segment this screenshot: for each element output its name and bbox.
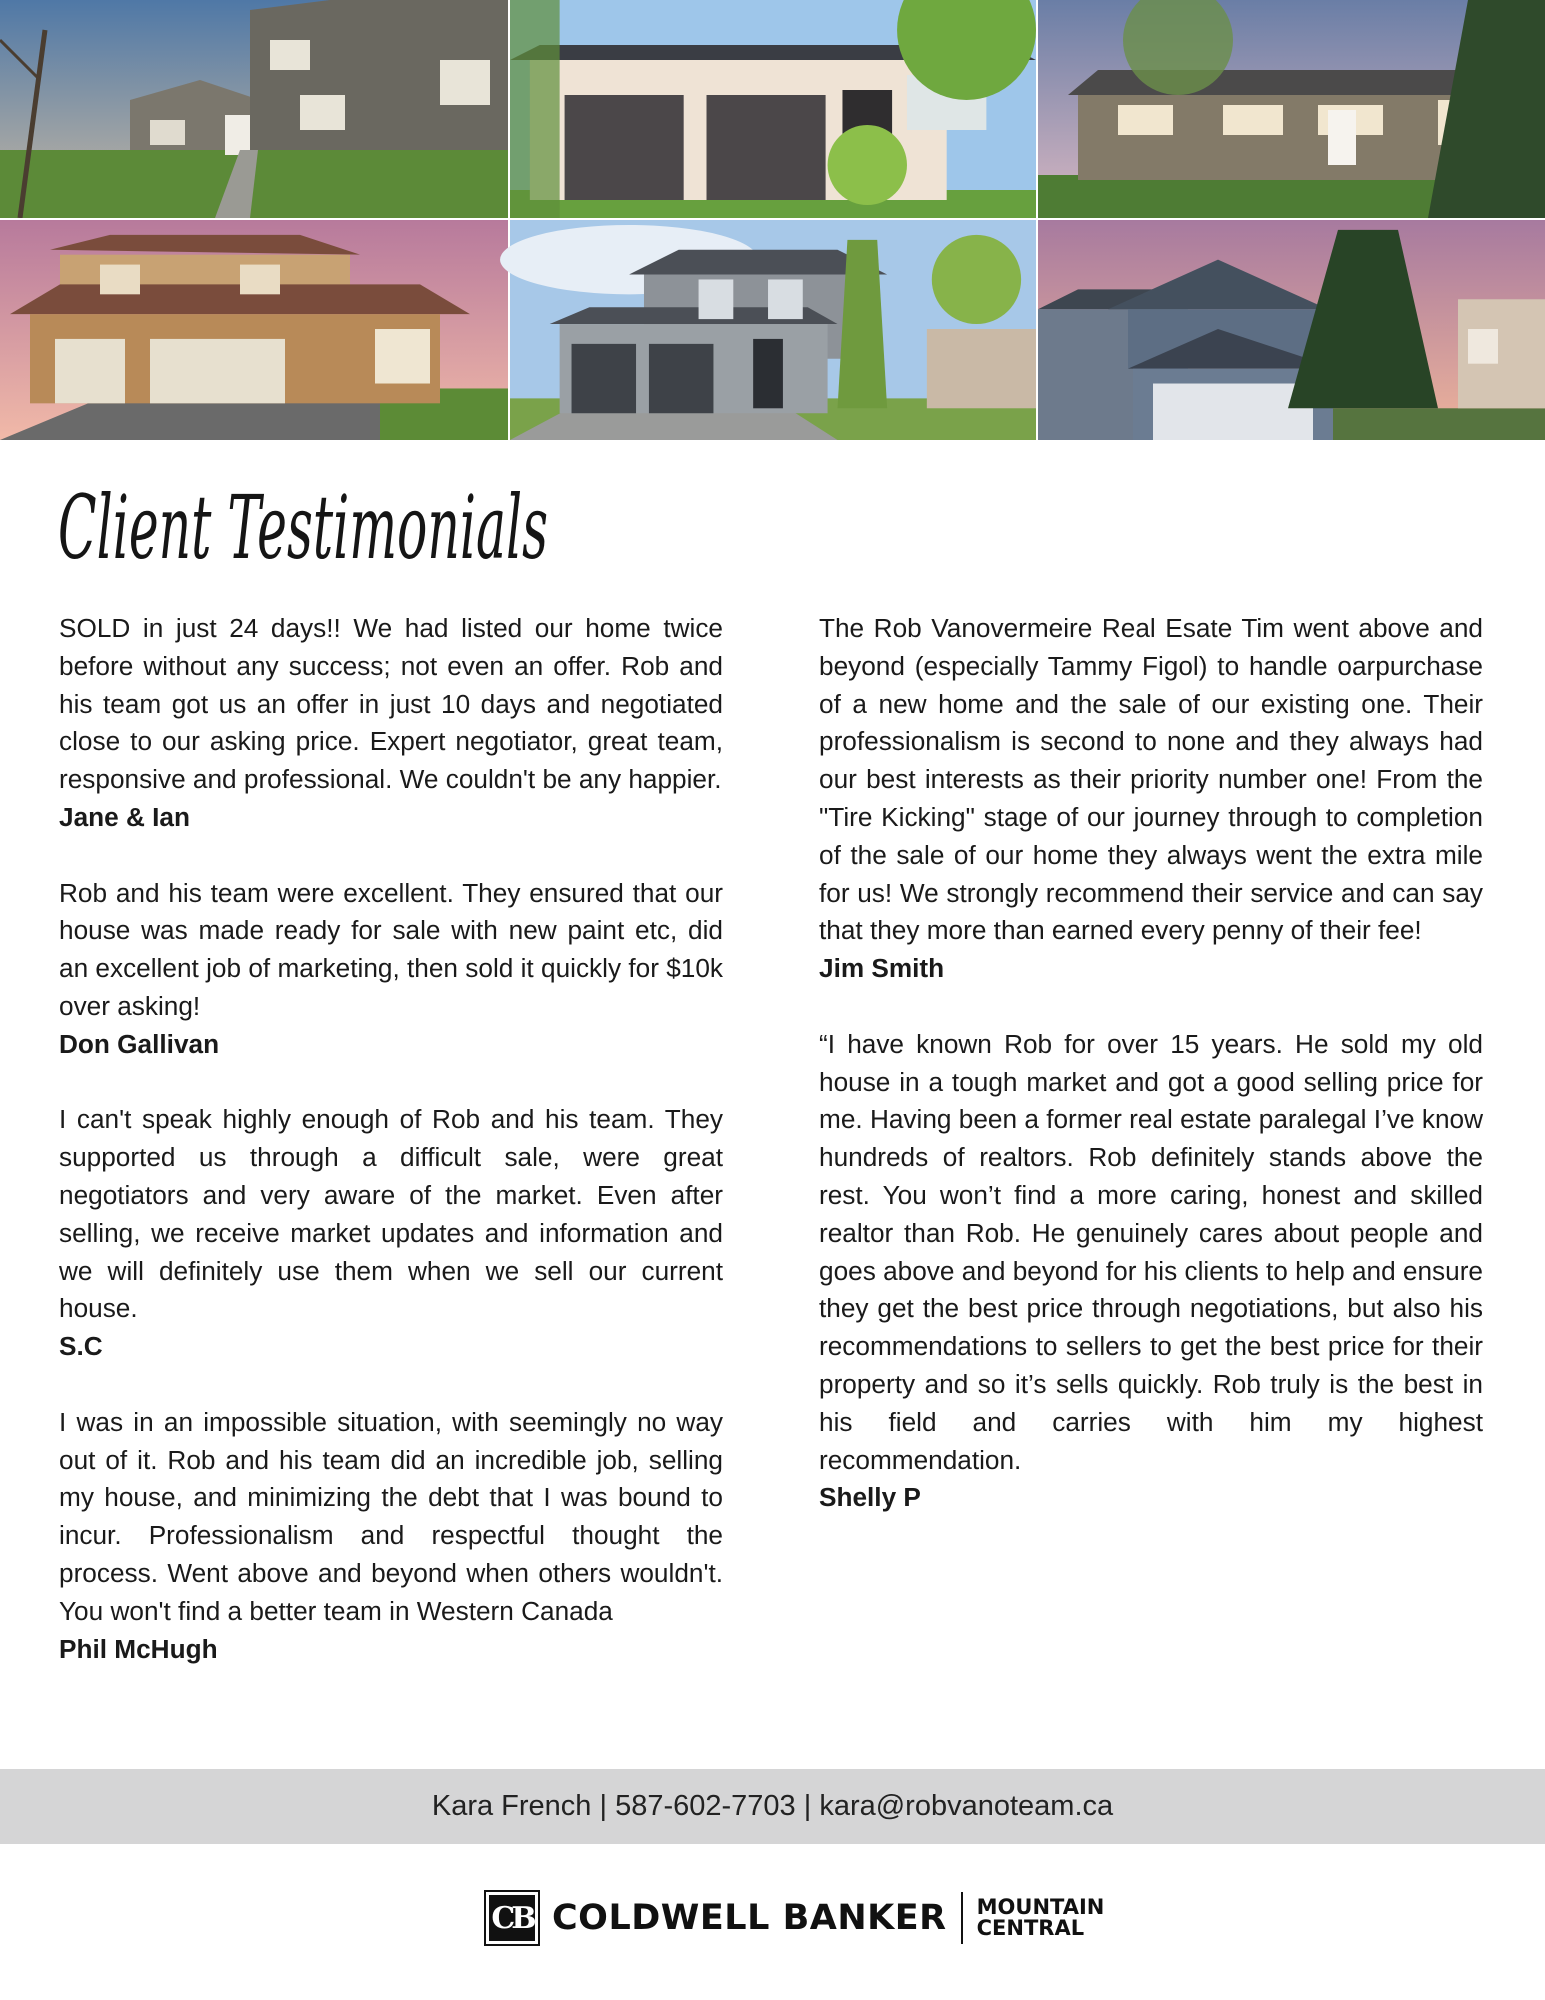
house-photo-6 <box>1038 218 1545 440</box>
house-photo-4 <box>0 218 508 440</box>
testimonial-text: SOLD in just 24 days!! We had listed our home twice before without any success; not even an offer. Rob and his team got us an offer in just 10 days and negotiated close to our asking price. Expert negotiator, great team, responsive and professional. We couldn't be any happier. <box>59 613 723 795</box>
logo-divider <box>961 1892 963 1944</box>
testimonials-right-column <box>819 610 1483 1555</box>
contact-info: Kara French | 587-602-7703 | kara@robvanoteam.ca <box>431 1790 1114 1822</box>
testimonial-author: Jim Smith <box>819 953 945 984</box>
testimonial-text: I was in an impossible situation, with seemingly no way out of it. Rob and his team did an incredible job, selling my house, and minimizing the debt that I was bound to incur. Professionalism and respectful thought the process. Went above and beyond when others wouldn't. You won't find a better team in Western Canada <box>59 1406 723 1626</box>
testimonial-author: Phil McHugh <box>59 1633 218 1664</box>
logo-office-line-2: CENTRAL <box>976 1916 1085 1940</box>
coldwell-banker-logo <box>484 1890 1104 1946</box>
page-title <box>58 448 578 598</box>
contact-bar <box>0 1769 1545 1844</box>
house-photo-3 <box>1038 0 1545 218</box>
house-photo-2 <box>508 0 1038 218</box>
testimonial-text: Rob and his team were excellent. They ensured that our house was made ready for sale with new paint etc, did an excellent job of marketing, then sold it quickly for $10k over asking! <box>59 877 723 1021</box>
testimonial-text: The Rob Vanovermeire Real Esate Tim went above and beyond (especially Tammy Figol) to handle oarpurchase of a new home and the sale of our existing one. Their professionalism is second to none and they always had our best interests as their priority number one! From the "Tire Kicking" stage of our journey through to completion of the sale of our home they always went the extra mile for us! We strongly recommend their service and can say that they more than earned every penny of their fee! <box>819 613 1483 946</box>
testimonial-author: Jane & Ian <box>59 801 190 832</box>
house-photo-1 <box>0 0 508 218</box>
testimonial-author: S.C <box>59 1331 103 1362</box>
house-photo-grid <box>0 0 1545 440</box>
testimonial-author: Shelly P <box>819 1482 921 1513</box>
logo-office-name <box>977 1897 1105 1939</box>
testimonials-left-column <box>59 610 723 1706</box>
house-photo-5 <box>508 218 1038 440</box>
testimonial-text: I can't speak highly enough of Rob and his team. They supported us through a difficult sale, were great negotiators and very aware of the market. Even after selling, we receive market updates and information and we will definitely use them when we sell our current house. <box>59 1104 723 1324</box>
logo-brand-name: COLDWELL BANKER <box>552 1898 947 1938</box>
testimonial-text: “I have known Rob for over 15 years. He sold my old house in a tough market and got a good selling price for me. Having been a former real estate paralegal I’ve know hundreds of realtors. Rob definitely stands above the rest. You won’t find a more caring, honest and skilled realtor than Rob. He genuinely cares about people and goes above and beyond for his clients to help and ensure they get the best price through negotiations, but also his recommendations to sellers to get the best price for their property and so it’s sells quickly. Rob truly is the best in his field and carries with him my highest recommendation. <box>819 1028 1483 1475</box>
logo-office-line-1: MOUNTAIN <box>976 1895 1105 1919</box>
svg-text:Client Testimonials: Client Testimonials <box>58 476 548 579</box>
testimonial-author: Don Gallivan <box>59 1028 220 1059</box>
cb-logo-icon: CB <box>484 1890 540 1946</box>
